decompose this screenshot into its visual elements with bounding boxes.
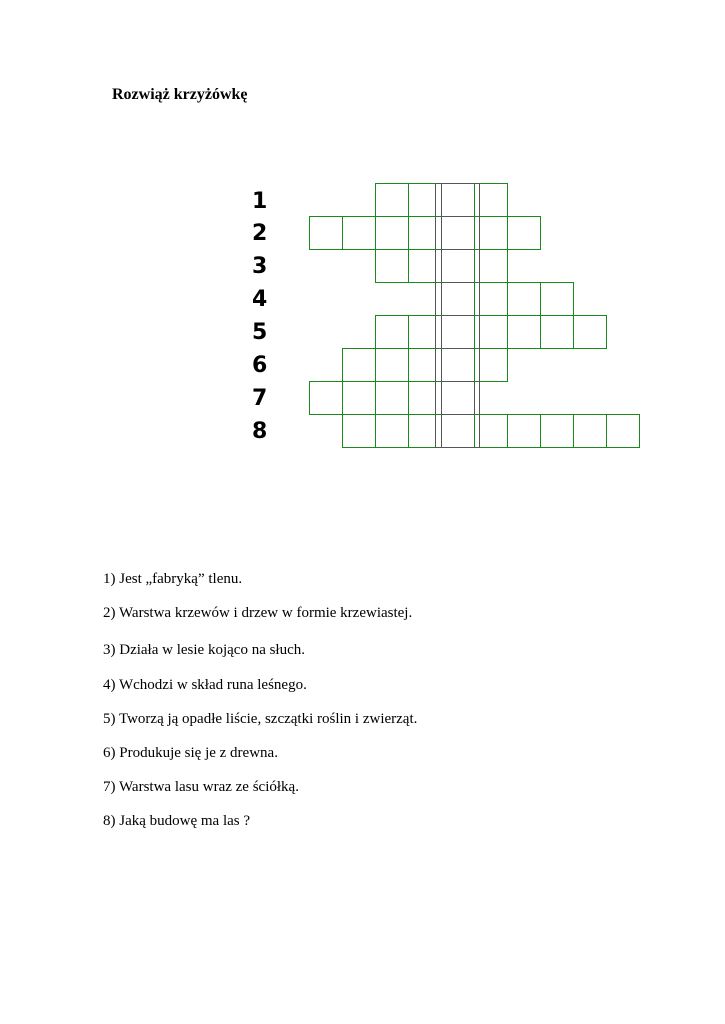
crossword-cell[interactable] [540, 315, 574, 349]
crossword-cell[interactable] [408, 348, 442, 382]
crossword-cell[interactable] [375, 183, 409, 217]
crossword-cell[interactable] [342, 348, 376, 382]
clue-2: 2) Warstwa krzewów i drzew w formie krzewiastej. [103, 605, 413, 621]
crossword-cell[interactable] [342, 414, 376, 448]
crossword-cell[interactable] [474, 249, 508, 283]
crossword-cell[interactable] [474, 348, 508, 382]
crossword-cell[interactable] [408, 249, 442, 283]
crossword-cell[interactable] [375, 414, 409, 448]
crossword-cell[interactable] [474, 315, 508, 349]
crossword-cell[interactable] [342, 216, 376, 250]
row-number-8: 8 [252, 419, 268, 444]
solution-cell[interactable] [441, 381, 475, 415]
clue-6: 6) Produkuje się je z drewna. [103, 745, 278, 761]
crossword-cell[interactable] [375, 315, 409, 349]
row-number-5: 5 [252, 320, 268, 345]
crossword-cell[interactable] [375, 348, 409, 382]
solution-cell[interactable] [441, 183, 475, 217]
crossword-cell[interactable] [342, 381, 376, 415]
worksheet-title: Rozwiąż krzyżówkę [112, 86, 248, 103]
crossword-cell[interactable] [408, 381, 442, 415]
crossword-cell[interactable] [474, 282, 508, 316]
crossword-cell[interactable] [606, 414, 640, 448]
crossword-cell[interactable] [474, 216, 508, 250]
crossword-cell[interactable] [408, 315, 442, 349]
crossword-cell[interactable] [507, 414, 541, 448]
crossword-cell[interactable] [540, 414, 574, 448]
solution-cell[interactable] [441, 414, 475, 448]
clue-1: 1) Jest „fabryką” tlenu. [103, 571, 243, 587]
crossword-cell[interactable] [375, 216, 409, 250]
solution-cell[interactable] [441, 216, 475, 250]
crossword-cell[interactable] [573, 315, 607, 349]
crossword-cell[interactable] [375, 249, 409, 283]
crossword-cell[interactable] [408, 183, 442, 217]
crossword-cell[interactable] [408, 414, 442, 448]
solution-cell[interactable] [441, 249, 475, 283]
clue-7: 7) Warstwa lasu wraz ze ściółką. [103, 779, 299, 795]
crossword-cell[interactable] [474, 183, 508, 217]
row-number-4: 4 [252, 287, 268, 312]
row-number-2: 2 [252, 221, 268, 246]
crossword-cell[interactable] [573, 414, 607, 448]
row-number-1: 1 [252, 189, 268, 214]
crossword-cell[interactable] [507, 282, 541, 316]
clue-4: 4) Wchodzi w skład runa leśnego. [103, 677, 307, 693]
crossword-cell[interactable] [309, 381, 343, 415]
row-number-6: 6 [252, 353, 268, 378]
clue-5: 5) Tworzą ją opadłe liście, szczątki roślin i zwierząt. [103, 711, 418, 727]
clue-3: 3) Działa w lesie kojąco na słuch. [103, 642, 306, 658]
row-number-7: 7 [252, 386, 268, 411]
clue-8: 8) Jaką budowę ma las ? [103, 813, 251, 829]
solution-cell[interactable] [441, 282, 475, 316]
crossword-cell[interactable] [507, 216, 541, 250]
crossword-cell[interactable] [309, 216, 343, 250]
crossword-cell[interactable] [540, 282, 574, 316]
solution-cell[interactable] [441, 348, 475, 382]
crossword-cell[interactable] [375, 381, 409, 415]
crossword-cell[interactable] [474, 414, 508, 448]
row-number-3: 3 [252, 254, 268, 279]
crossword-cell[interactable] [507, 315, 541, 349]
solution-cell[interactable] [441, 315, 475, 349]
crossword-cell[interactable] [408, 216, 442, 250]
